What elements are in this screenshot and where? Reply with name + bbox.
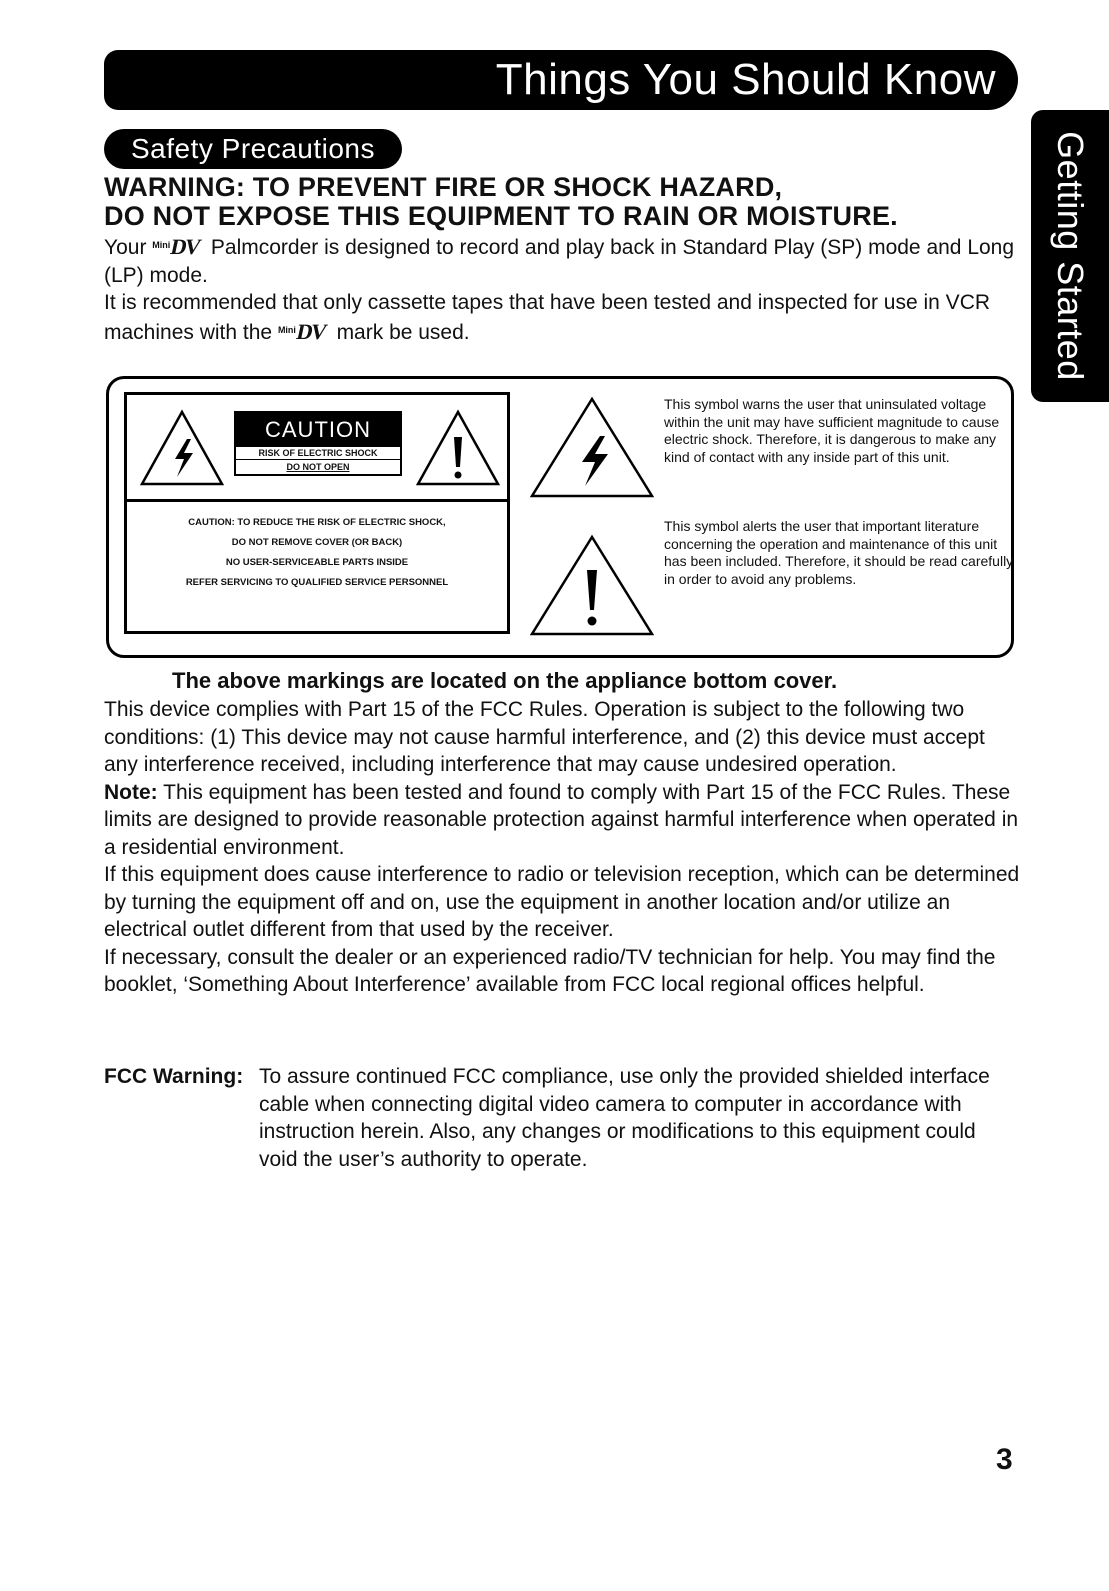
fcc-note-paragraph — [104, 779, 1020, 862]
markings-location-note: The above markings are located on the appliance bottom cover. — [172, 668, 838, 693]
warning-line-2: DO NOT EXPOSE THIS EQUIPMENT TO RAIN OR MOISTURE. — [104, 201, 898, 231]
lightning-warning-icon — [139, 409, 225, 487]
side-tab-getting-started — [1031, 110, 1109, 402]
intro-p2-lead: It is recommended that only cassette tapes that have been tested and inspected for use in VCR machines with the — [104, 291, 991, 344]
exclamation-symbol-description: This symbol alerts the user that important literature concerning the operation and maintenance of this unit has been included. Therefore, it should be read carefully in order to avoid any problems. — [664, 518, 1014, 587]
title-banner — [104, 50, 1018, 110]
minidv-logo-mini: Mini — [152, 240, 171, 250]
caution-word: CAUTION — [236, 413, 400, 447]
fcc-paragraph-1: This device complies with Part 15 of the FCC Rules. Operation is subject to the following two conditions: (1) This device may not cause harmful interference, and (2) this device must accept any interference received, including interference that may cause undesired operation. — [104, 698, 985, 776]
caution-line-4: REFER SERVICING TO QUALIFIED SERVICE PERSONNEL — [185, 577, 449, 588]
page-title: Things You Should Know — [495, 55, 996, 104]
fcc-compliance-text — [104, 696, 1020, 999]
fcc-warning-label: FCC Warning: — [104, 1065, 244, 1088]
warning-line-1: WARNING: TO PREVENT FIRE OR SHOCK HAZARD, — [104, 172, 783, 202]
intro-paragraph-1 — [104, 232, 1020, 289]
risk-of-shock-text: RISK OF ELECTRIC SHOCK — [236, 447, 400, 460]
do-not-open-text: DO NOT OPEN — [286, 462, 350, 472]
caution-label-text — [127, 513, 507, 593]
intro-p2-rest: mark be used. — [336, 320, 470, 344]
fcc-paragraph-3: If this equipment does cause interference to radio or television reception, which can be determined by turning the equipment off and on, use the equipment in another location and/or utilize an electrical outlet different from that used by the receiver. — [104, 863, 1020, 941]
caution-line-3: NO USER-SERVICEABLE PARTS INSIDE — [225, 557, 409, 568]
lightning-symbol-description: This symbol warns the user that uninsulated voltage within the unit may have sufficient magnitude to cause electric shock. Therefore, it is dangerous to make any kind of contact with any inside part of this unit. — [664, 396, 1000, 465]
intro-text — [104, 232, 1020, 346]
intro-paragraph-2 — [104, 289, 1020, 346]
caution-badge — [234, 411, 402, 476]
minidv-logo-mini-2: Mini — [277, 324, 296, 335]
minidv-logo-dv: DV — [168, 234, 202, 259]
note-text: This equipment has been tested and found to comply with Part 15 of the FCC Rules. These limits are designed to provide reasonable protection against harmful interference when operated in a residential environment. — [104, 780, 1019, 859]
lightning-symbol-icon — [528, 396, 656, 500]
caution-label-divider — [127, 499, 507, 502]
section-heading: Safety Precautions — [104, 129, 402, 169]
caution-label — [124, 392, 510, 634]
fcc-paragraph-4: If necessary, consult the dealer or an experienced radio/TV technician for help. You may find the booklet, ‘Something About Interference’ available from FCC local regional offices helpful. — [104, 945, 996, 996]
side-tab-label: Getting Started — [1050, 131, 1091, 381]
page-number: 3 — [996, 1443, 1013, 1476]
minidv-logo-dv-2: DV — [294, 318, 328, 344]
caution-line-1: CAUTION: TO REDUCE THE RISK OF ELECTRIC SHOCK, — [188, 517, 446, 528]
exclamation-warning-icon — [415, 409, 501, 487]
intro-p1-rest: Palmcorder is designed to record and play back in Standard Play (SP) mode and Long (LP) mode. — [104, 236, 1015, 287]
note-label: Note: — [104, 780, 158, 804]
intro-p1-lead: Your — [104, 236, 147, 259]
caution-label-top — [127, 395, 507, 499]
caution-line-2: DO NOT REMOVE COVER (OR BACK) — [231, 537, 403, 548]
exclamation-symbol-icon — [528, 534, 656, 638]
fcc-warning-text: To assure continued FCC compliance, use only the provided shielded interface cable when connecting digital video camera to computer in accordance with instruction herein. Also, any changes or modifications to this equipment could void the user’s authority to operate. — [259, 1065, 990, 1171]
